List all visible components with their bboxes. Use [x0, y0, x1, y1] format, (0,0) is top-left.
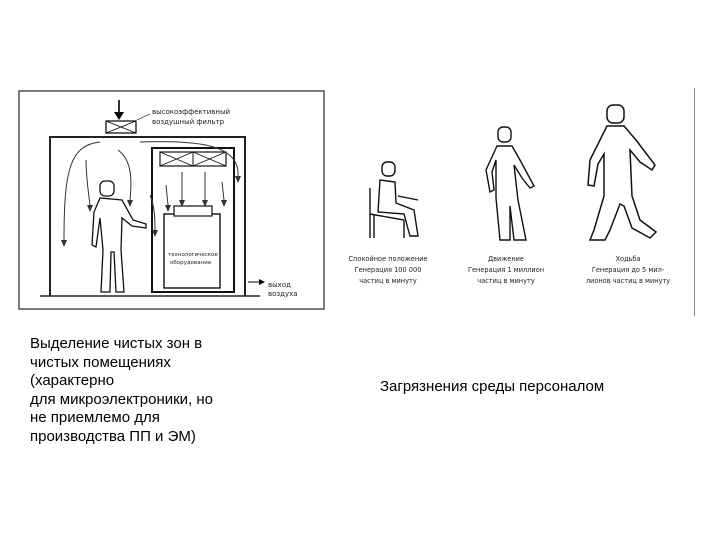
exhaust-label-1: выход	[268, 281, 291, 289]
stage-3-line1: Генерация до 5 мил-	[591, 266, 665, 274]
stage-2-line2: частиц в минуту	[477, 277, 535, 285]
filter-label-1: высокоэффективный	[152, 108, 231, 116]
walking-person-figure	[588, 105, 656, 240]
stage-1-name: Спокойное положение	[348, 255, 428, 263]
stage-1-line1: Генерация 100 000	[354, 266, 422, 274]
moving-person-figure	[486, 127, 534, 240]
stage-labels	[349, 255, 671, 285]
left-caption: Выделение чистых зон в чистых помещениях (характерно для микроэлектроники, но не приемлемо для производства ПП и ЭМ)	[30, 335, 214, 445]
stage-3-line2: лионов частиц в минуту	[585, 277, 671, 285]
divider-line	[694, 88, 695, 316]
seated-person-figure	[370, 162, 418, 238]
exhaust-label-2: воздуха	[268, 290, 298, 298]
svg-text:оборудование: оборудование	[168, 174, 206, 180]
stage-3-name: Ходьба	[615, 255, 641, 263]
stage-1-line2: частиц в минуту	[359, 277, 417, 285]
right-caption: Загрязнения среды персоналом	[380, 378, 605, 395]
equipment-label-1: технологическое	[168, 252, 218, 258]
svg-text:технологическое: технологическое	[168, 168, 214, 174]
filter-label-2: воздушный фильтр	[152, 118, 225, 126]
stage-2-line1: Генерация 1 миллион	[467, 266, 545, 274]
equipment-label-2: оборудование	[170, 260, 212, 266]
stage-2-name: Движение	[488, 255, 524, 263]
